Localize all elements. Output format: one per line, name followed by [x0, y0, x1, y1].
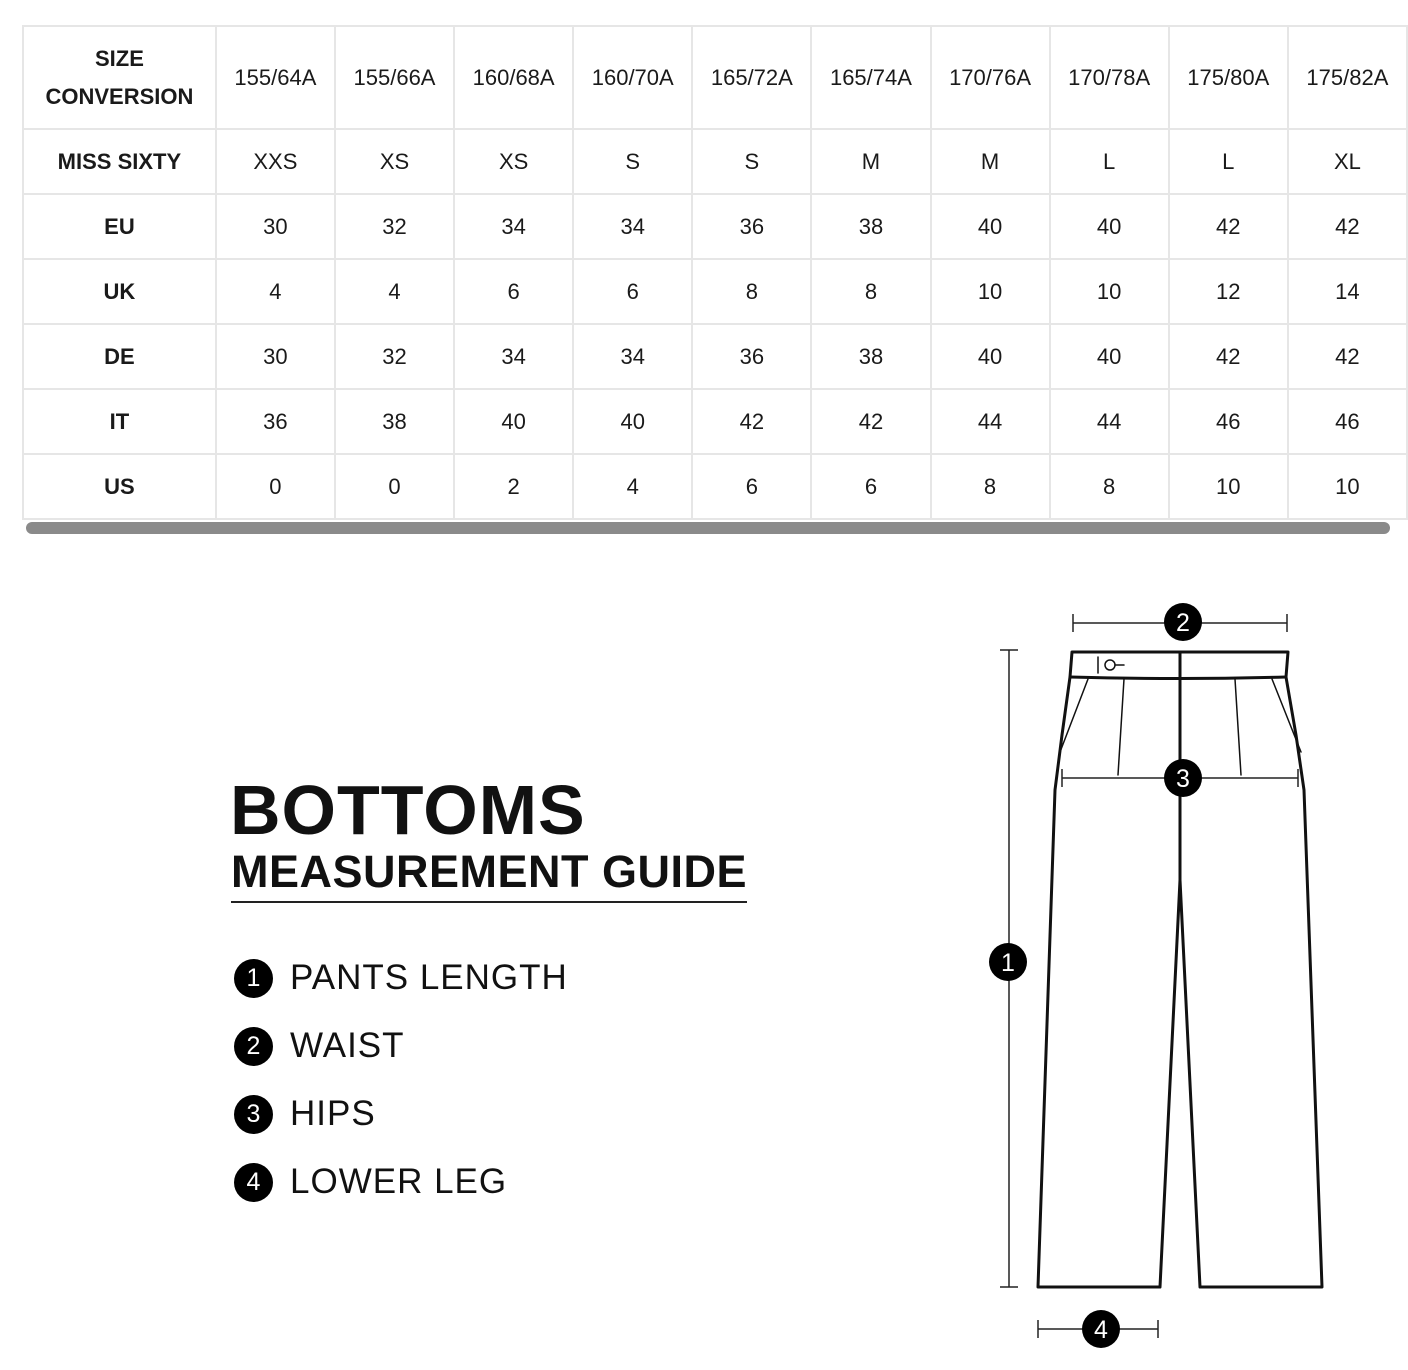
- table-cell: 42: [1169, 194, 1288, 259]
- table-cell: 44: [1050, 389, 1169, 454]
- svg-text:4: 4: [1094, 1316, 1108, 1344]
- table-cell: 34: [454, 194, 573, 259]
- table-cell: 6: [692, 454, 811, 519]
- size-conversion-header: SIZE CONVERSION: [23, 26, 216, 129]
- table-cell: 32: [335, 194, 454, 259]
- table-cell: 12: [1169, 259, 1288, 324]
- table-cell: 42: [1288, 194, 1407, 259]
- table-cell: 8: [811, 259, 930, 324]
- table-cell: 4: [335, 259, 454, 324]
- number-2-icon: 2: [234, 1027, 273, 1066]
- legend-label: PANTS LENGTH: [290, 958, 568, 997]
- row-label: IT: [23, 389, 216, 454]
- marker-number-3-icon: [1164, 759, 1202, 797]
- legend-label: HIPS: [290, 1094, 376, 1133]
- guide-subtitle: MEASUREMENT GUIDE: [231, 846, 747, 903]
- table-cell: 4: [216, 259, 335, 324]
- table-cell: 34: [454, 324, 573, 389]
- size-header-cell: 165/72A: [692, 26, 811, 129]
- table-cell: L: [1169, 129, 1288, 194]
- table-cell: M: [931, 129, 1050, 194]
- legend-label: LOWER LEG: [290, 1162, 508, 1201]
- marker-number-2-icon: [1164, 603, 1202, 641]
- table-cell: 0: [335, 454, 454, 519]
- table-cell: 34: [573, 324, 692, 389]
- row-label: DE: [23, 324, 216, 389]
- table-cell: 42: [692, 389, 811, 454]
- table-cell: 6: [811, 454, 930, 519]
- table-cell: 8: [692, 259, 811, 324]
- table-cell: 42: [811, 389, 930, 454]
- table-cell: 40: [1050, 194, 1169, 259]
- table-cell: 36: [692, 194, 811, 259]
- svg-text:2: 2: [1176, 609, 1190, 637]
- table-cell: S: [692, 129, 811, 194]
- table-cell: 6: [573, 259, 692, 324]
- table-cell: 40: [1050, 324, 1169, 389]
- table-cell: 10: [1288, 454, 1407, 519]
- table-cell: 46: [1288, 389, 1407, 454]
- table-cell: 40: [931, 194, 1050, 259]
- table-cell: XS: [335, 129, 454, 194]
- number-4-icon: 4: [234, 1163, 273, 1202]
- table-cell: 42: [1169, 324, 1288, 389]
- table-cell: L: [1050, 129, 1169, 194]
- table-cell: 46: [1169, 389, 1288, 454]
- table-cell: S: [573, 129, 692, 194]
- row-label: EU: [23, 194, 216, 259]
- row-label: UK: [23, 259, 216, 324]
- table-cell: 36: [692, 324, 811, 389]
- marker-number-1-icon: [989, 943, 1027, 981]
- size-header-cell: 155/64A: [216, 26, 335, 129]
- legend-label: WAIST: [290, 1026, 405, 1065]
- table-cell: 40: [454, 389, 573, 454]
- size-header-cell: 170/78A: [1050, 26, 1169, 129]
- table-cell: 30: [216, 324, 335, 389]
- table-cell: 30: [216, 194, 335, 259]
- size-header-cell: 170/76A: [931, 26, 1050, 129]
- table-cell: 6: [454, 259, 573, 324]
- svg-text:3: 3: [1176, 765, 1190, 793]
- table-cell: XXS: [216, 129, 335, 194]
- table-cell: 40: [573, 389, 692, 454]
- size-header-cell: 165/74A: [811, 26, 930, 129]
- marker-number-4-icon: [1082, 1310, 1120, 1348]
- table-cell: 10: [1050, 259, 1169, 324]
- row-label: US: [23, 454, 216, 519]
- table-cell: 32: [335, 324, 454, 389]
- table-cell: XS: [454, 129, 573, 194]
- table-cell: 34: [573, 194, 692, 259]
- table-cell: 38: [811, 194, 930, 259]
- size-header-cell: 175/80A: [1169, 26, 1288, 129]
- size-header-cell: 175/82A: [1288, 26, 1407, 129]
- row-label: MISS SIXTY: [23, 129, 216, 194]
- table-cell: 44: [931, 389, 1050, 454]
- table-cell: 10: [1169, 454, 1288, 519]
- guide-title: BOTTOMS: [230, 771, 586, 849]
- table-cell: 10: [931, 259, 1050, 324]
- table-cell: 4: [573, 454, 692, 519]
- table-cell: 14: [1288, 259, 1407, 324]
- size-header-cell: 155/66A: [335, 26, 454, 129]
- table-cell: 8: [931, 454, 1050, 519]
- table-cell: 36: [216, 389, 335, 454]
- number-3-icon: 3: [234, 1095, 273, 1134]
- measurement-lines: [1000, 614, 1298, 1338]
- size-header-cell: 160/68A: [454, 26, 573, 129]
- table-cell: 40: [931, 324, 1050, 389]
- table-cell: M: [811, 129, 930, 194]
- table-cell: 38: [335, 389, 454, 454]
- table-cell: 8: [1050, 454, 1169, 519]
- table-cell: 38: [811, 324, 930, 389]
- table-cell: 2: [454, 454, 573, 519]
- size-header-cell: 160/70A: [573, 26, 692, 129]
- svg-text:1: 1: [1001, 949, 1015, 977]
- table-cell: 0: [216, 454, 335, 519]
- pants-outline-icon: [1038, 652, 1322, 1287]
- table-cell: 42: [1288, 324, 1407, 389]
- number-1-icon: 1: [234, 959, 273, 998]
- table-cell: XL: [1288, 129, 1407, 194]
